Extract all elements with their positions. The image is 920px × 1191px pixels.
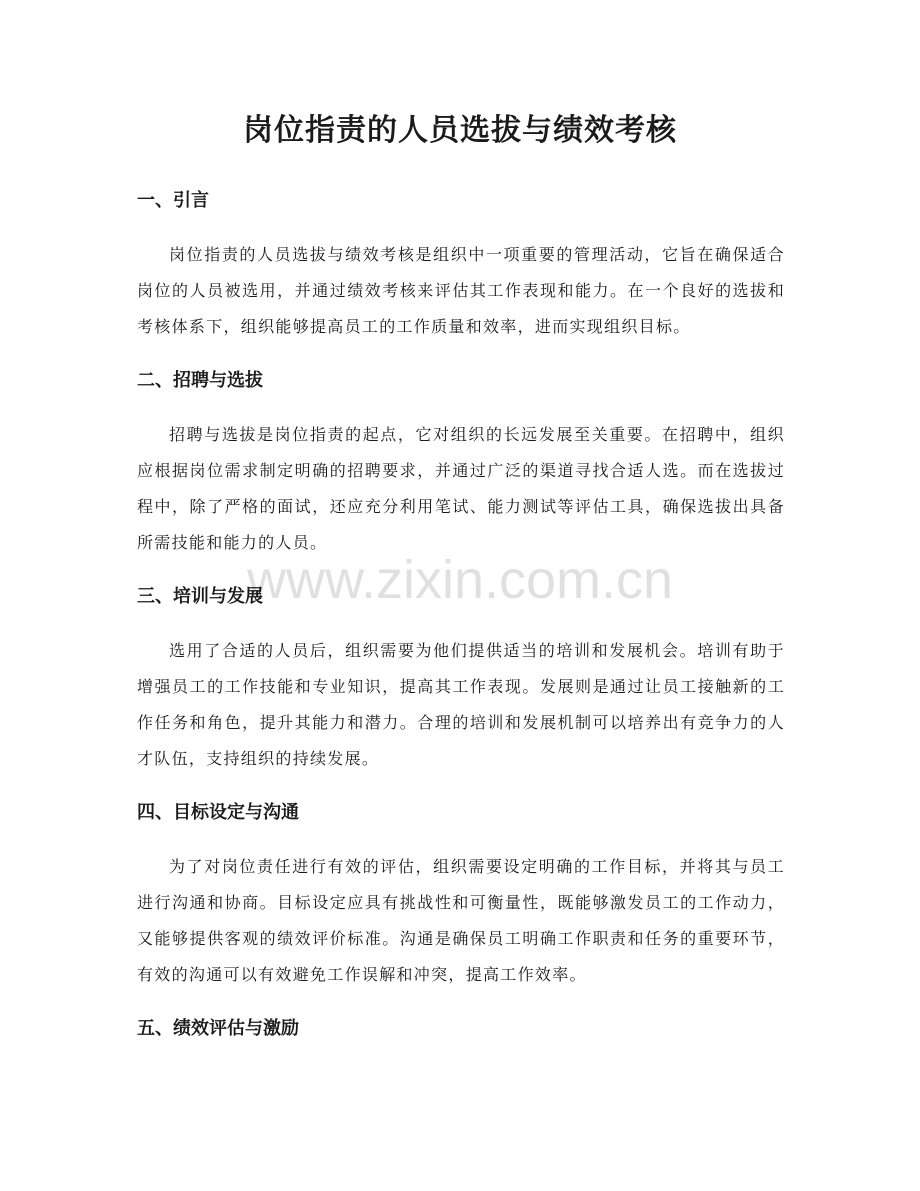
- section-heading: 五、绩效评估与激励: [137, 1018, 299, 1039]
- section-training: [137, 579, 785, 777]
- section-paragraph: 招聘与选拔是岗位指责的起点，它对组织的长远发展至关重要。在招聘中，组织应根据岗位需求制定明确的招聘要求，并通过广泛的渠道寻找合适人选。而在选拔过程中，除了严格的面试，还应充分利用笔试、能力测试等评估工具，确保选拔出具备所需技能和能力的人员。: [137, 425, 785, 552]
- section-goal-setting: [137, 795, 785, 993]
- section-paragraph: 为了对岗位责任进行有效的评估，组织需要设定明确的工作目标，并将其与员工进行沟通和协商。目标设定应具有挑战性和可衡量性，既能够激发员工的工作动力，又能够提供客观的绩效评价标准。沟通是确保员工明确工作职责和任务的重要环节，有效的沟通可以有效避免工作误解和冲突，提高工作效率。: [137, 857, 785, 984]
- section-heading: 一、引言: [137, 190, 209, 211]
- section-heading: 四、目标设定与沟通: [137, 802, 299, 823]
- section-performance: [137, 1011, 785, 1047]
- section-heading: 三、培训与发展: [137, 586, 263, 607]
- document-title: 岗位指责的人员选拔与绩效考核: [243, 113, 677, 148]
- section-introduction: [137, 183, 785, 345]
- document-body: [137, 183, 785, 1047]
- section-paragraph: 岗位指责的人员选拔与绩效考核是组织中一项重要的管理活动，它旨在确保适合岗位的人员被选用，并通过绩效考核来评估其工作表现和能力。在一个良好的选拔和考核体系下，组织能够提高员工的工作质量和效率，进而实现组织目标。: [137, 245, 785, 336]
- section-paragraph: 选用了合适的人员后，组织需要为他们提供适当的培训和发展机会。培训有助于增强员工的工作技能和专业知识，提高其工作表现。发展则是通过让员工接触新的工作任务和角色，提升其能力和潜力。合理的培训和发展机制可以培养出有竞争力的人才队伍，支持组织的持续发展。: [137, 641, 785, 768]
- section-recruitment: [137, 363, 785, 561]
- watermark: www.zixin.com.cn: [246, 550, 674, 610]
- section-heading: 二、招聘与选拔: [137, 370, 263, 391]
